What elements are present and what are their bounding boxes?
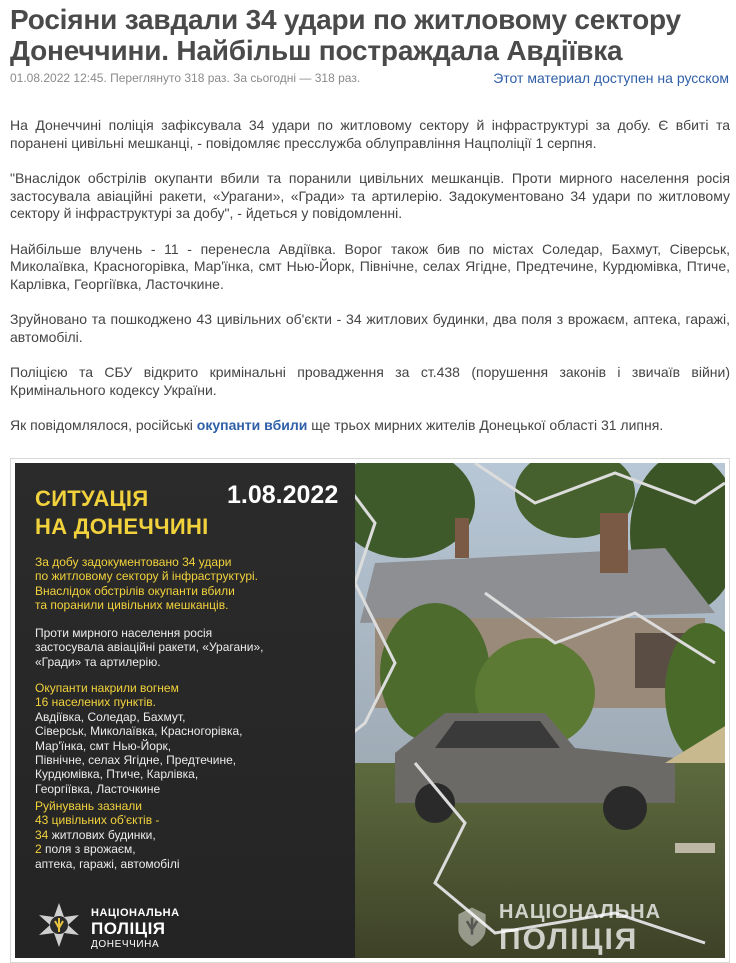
paragraph-1: На Донеччині поліція зафіксувала 34 удари по житловому сектору й інфраструктурі за добу. Є вбиті та поранені цивільні мешканці, - повідомляє пресслужба облуправління Нацполіції 1 серпня. (10, 117, 730, 151)
infographic-block-settlements: Окупанти накрили вогнем 16 населених пунктів. Авдіївка, Соледар, Бахмут, Сіверськ, Миколаївка, Красногорівка, Мар'їнка, смт Нью-Йорк, Північне, селах Ягідне, Предтечине, Курдюмівка, Птиче, Карлівка, Георгіївка, Ласточкине (35, 681, 243, 796)
article-body (10, 117, 730, 453)
paragraph-5: Поліцією та СБУ відкрито кримінальні провадження за ст.438 (порушення законів і звичаїв війни) Кримінального кодексу України. (10, 364, 730, 398)
infographic-block-summary: За добу задокументовано 34 удари по житловому сектору й інфраструктурі. Внаслідок обстрілів окупанти вбили та поранили цивільних мешканців. (35, 555, 259, 613)
paragraph-3: Найбільше влучень - 11 - перенесла Авдіївка. Ворог також бив по містах Соледар, Бахмут, Сіверськ, Миколаївка, Красногорівка, Мар'їнка, смт Нью-Йорк, Північне, селах Ягідне, Предтечине, Курдюмівка, Птиче, Карлівка, Георгіївка, Ласточкине. (10, 240, 730, 292)
related-article-link[interactable]: окупанти вбили (196, 417, 308, 433)
police-star-icon (35, 901, 83, 949)
russian-version-link[interactable]: Этот материал доступен на русском (493, 70, 729, 86)
article-meta: 01.08.2022 12:45. Переглянуто 318 раз. За сьогодні — 318 раз. (10, 71, 361, 85)
infographic-date: 1.08.2022 (227, 481, 339, 509)
infographic-block-damage: Руйнувань зазнали 43 цивільних об'єктів - 34 житлових будинки, 2 поля з врожаєм, аптека, гаражі, автомобілі (35, 799, 180, 871)
paragraph-2: "Внаслідок обстрілів окупанти вбили та поранили цивільних мешканців. Проти мирного населення росія застосувала авіаційні ракети, «Урагани», «Гради» та артилерію. Задокументовано 34 удари по житловому сектору й інфраструктурі за добу", - йдеться у повідомленні. (10, 170, 730, 221)
article-title: Росіяни завдали 34 удари по житловому сектору Донеччини. Найбільш постраждала Авдіївка (10, 4, 681, 66)
infographic-heading: СИТУАЦІЯ НА ДОНЕЧЧИНІ (35, 486, 209, 539)
police-logo: НАЦІОНАЛЬНА ПОЛІЦІЯ ДОНЕЧЧИНА (35, 899, 235, 953)
paragraph-4: Зруйновано та пошкоджено 43 цивільних об'єкти - 34 житлових будинки, два поля з врожаєм, аптека, гаражі, автомобілі. (10, 311, 730, 345)
infographic-block-weapons: Проти мирного населення росія застосувала авіаційні ракети, «Урагани», «Гради» та артилерію. (35, 626, 264, 669)
infographic-figure (10, 458, 730, 963)
paragraph-6: Як повідомлялося, російські окупанти вбили ще трьох мирних жителів Донецької області 31 липня. (10, 417, 664, 433)
police-watermark: НАЦІОНАЛЬНА ПОЛІЦІЯ (455, 897, 725, 957)
infographic-poster (15, 463, 725, 958)
watermark-shield-icon (455, 905, 489, 949)
